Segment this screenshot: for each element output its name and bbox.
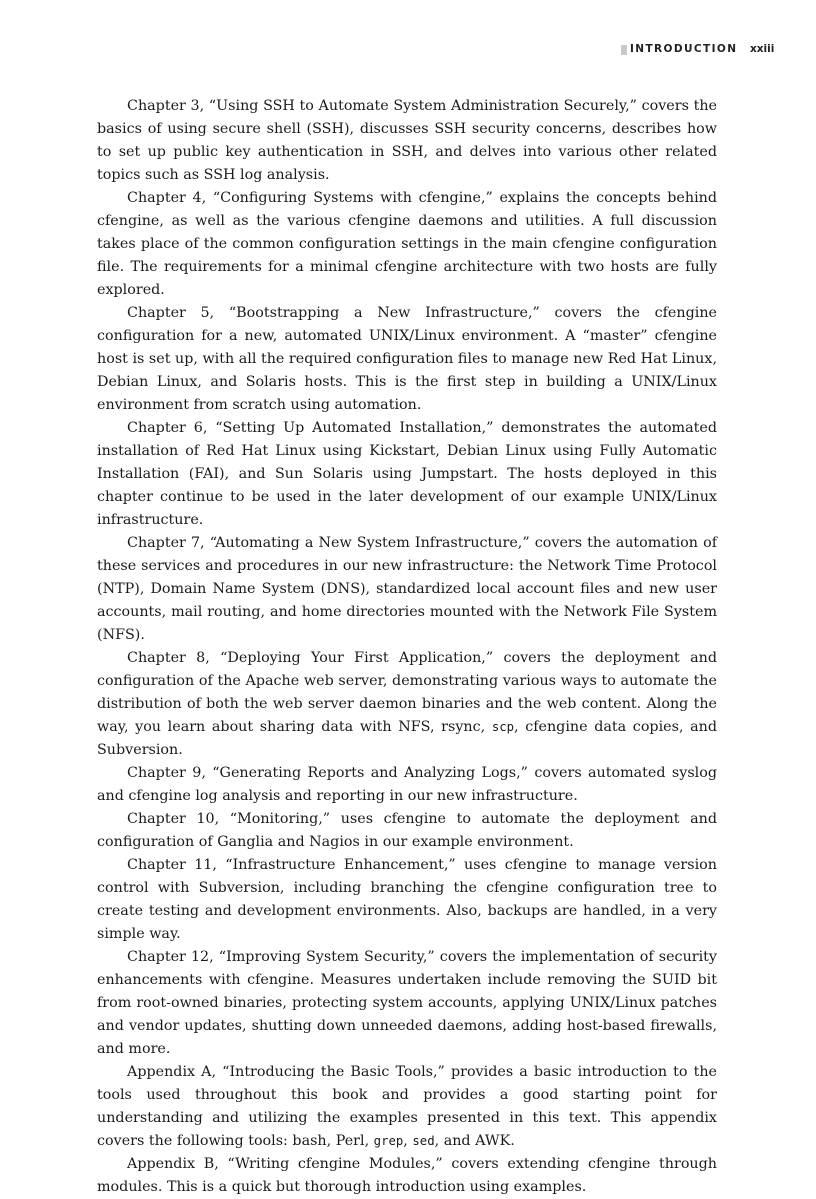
paragraph-appendix-a-text: Appendix A, “Introducing the Basic Tools,” provides a basic introduction to the tools used throughout this book and provides a good starting point for understanding and utilizing the examples presented in this text. This appendix covers the following tools: bash, Perl, bbox=[97, 1064, 717, 1149]
paragraph-chapter-5: Chapter 5, “Bootstrapping a New Infrastructure,” covers the cfengine configuration for a new, automated UNIX/Linux environment. A “master” cfengine host is set up, with all the required configuration files to manage new Red Hat Linux, Debian Linux, and Solaris hosts. This is the first step in building a UNIX/Linux environment from scratch using automation. bbox=[97, 305, 717, 413]
paragraph-chapter-3: Chapter 3, “Using SSH to Automate System Administration Securely,” covers the basics of using secure shell (SSH), discusses SSH security concerns, describes how to set up public key authentication in SSH, and delves into various other related topics such as SSH log analysis. bbox=[97, 98, 717, 183]
paragraph-chapter-8-text: Chapter 8, “Deploying Your First Application,” covers the deployment and configuration of the Apache web server, demonstrating various ways to automate the distribution of both the web server daemon binaries and the web content. Along the way, you learn about sharing data with NFS, rsync, bbox=[97, 650, 717, 735]
paragraph-appendix-a-tail: , and AWK. bbox=[434, 1133, 515, 1149]
paragraph-chapter-12: Chapter 12, “Improving System Security,” covers the implementation of security enhancements with cfengine. Measures undertaken include removing the SUID bit from root-owned binaries, protecting system accounts, applying UNIX/Linux patches and vendor updates, shutting down unneeded daemons, adding host-based firewalls, and more. bbox=[97, 949, 717, 1057]
paragraph-chapter-7: Chapter 7, “Automating a New System Infrastructure,” covers the automation of these services and procedures in our new infrastructure: the Network Time Protocol (NTP), Domain Name System (DNS), standardized local account files and new user accounts, mail routing, and home directories mounted with the Network File System (NFS). bbox=[97, 535, 717, 643]
code-sed: sed bbox=[412, 1134, 435, 1148]
paragraph-chapter-10: Chapter 10, “Monitoring,” uses cfengine to automate the deployment and configuration of Ganglia and Nagios in our example environment. bbox=[97, 811, 717, 850]
header-marker bbox=[621, 45, 627, 55]
paragraph-chapter-8 bbox=[97, 647, 717, 762]
section-title: INTRODUCTION bbox=[630, 43, 738, 55]
paragraph-chapter-11: Chapter 11, “Infrastructure Enhancement,” uses cfengine to manage version control with Subversion, including branching the cfengine configuration tree to create testing and development environments. Also, backups are handled, in a very simple way. bbox=[97, 857, 717, 942]
code-grep: grep bbox=[373, 1134, 404, 1148]
paragraph-appendix-b: Appendix B, “Writing cfengine Modules,” covers extending cfengine through modules. This is a quick but thorough introduction using examples. bbox=[97, 1156, 717, 1195]
separator: , bbox=[403, 1133, 413, 1149]
page-number: xxiii bbox=[750, 43, 775, 55]
paragraph-chapter-8-tail: , cfengine data copies, and Subversion. bbox=[97, 719, 718, 758]
paragraph-appendix-a bbox=[97, 1061, 717, 1153]
code-scp: scp bbox=[491, 720, 515, 734]
running-header bbox=[0, 43, 816, 59]
paragraph-chapter-9: Chapter 9, “Generating Reports and Analyzing Logs,” covers automated syslog and cfengine log analysis and reporting in our new infrastructure. bbox=[97, 765, 717, 804]
paragraph-chapter-6: Chapter 6, “Setting Up Automated Installation,” demonstrates the automated installation of Red Hat Linux using Kickstart, Debian Linux using Fully Automatic Installation (FAI), and Sun Solaris using Jumpstart. The hosts deployed in this chapter continue to be used in the later development of our example UNIX/Linux infrastructure. bbox=[97, 420, 717, 528]
body-text bbox=[97, 95, 717, 1199]
paragraph-chapter-4: Chapter 4, “Configuring Systems with cfengine,” explains the concepts behind cfengine, as well as the various cfengine daemons and utilities. A full discussion takes place of the common configuration settings in the main cfengine configuration file. The requirements for a minimal cfengine architecture with two hosts are fully explored. bbox=[97, 190, 717, 298]
